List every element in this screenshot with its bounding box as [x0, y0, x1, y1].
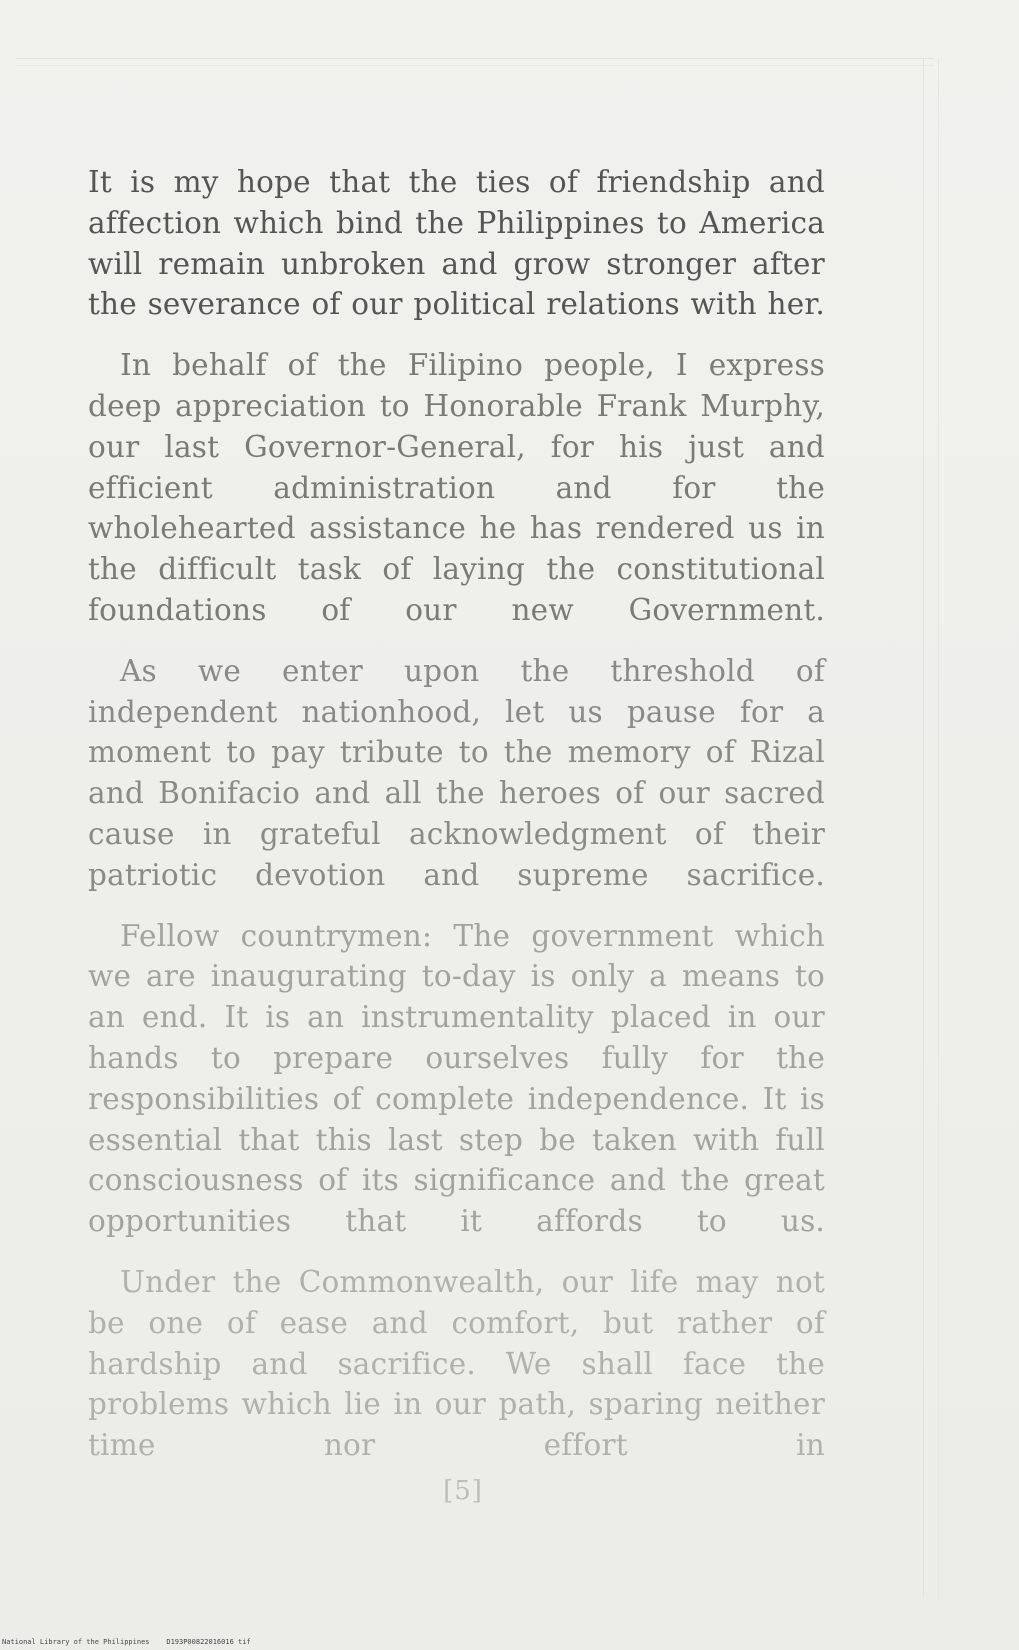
body-text	[88, 162, 825, 1486]
paragraph-5: Under the Commonwealth, our life may not be one of ease and comfort, but rather of hardship and sacrifice. We shall face the problems which lie in our path, sparing neither time nor effort in	[88, 1264, 825, 1463]
plate-edge-right	[923, 58, 939, 1598]
scan-caption: National Library of the Philippines D193P00822016016 tif	[2, 1638, 251, 1646]
paragraph-3: As we enter upon the threshold of independent nationhood, let us pause for a moment to pay tribute to the memory of Rizal and Bonifacio and all the heroes of our sacred cause in grateful acknowledgment of their patriotic devotion and supreme sacrifice.	[88, 653, 825, 892]
page-number: [5]	[443, 1476, 483, 1506]
plate-edge-top	[16, 58, 934, 66]
paragraph-4: Fellow countrymen: The government which we are inaugurating to-day is only a means to an end. It is an instrumentality placed in our hands to prepare ourselves fully for the responsibilities of complete independence. It is essential that this last step be taken with full consciousness of its significance and the great opportunities that it affords to us.	[88, 918, 825, 1239]
paragraph-2: In behalf of the Filipino people, I express deep appreciation to Honorable Frank Murphy, our last Governor-General, for his just and efficient administration and for the wholehearted assistance he has rendered us in the difficult task of laying the constitutional foundations of our new Government.	[88, 348, 825, 627]
paragraph-1: It is my hope that the ties of friendship and affection which bind the Philippines to America will remain unbroken and grow stronger after the severance of our political relations with her.	[88, 165, 825, 322]
